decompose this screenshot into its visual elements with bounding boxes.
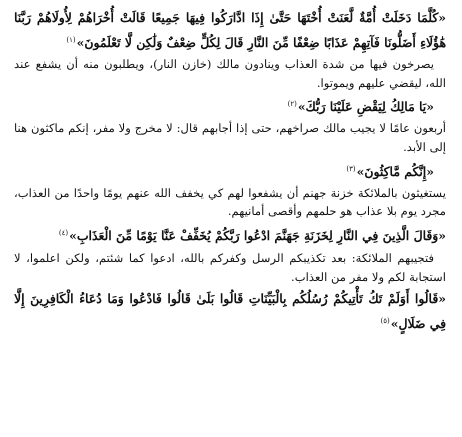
- verse-text: «قَالُوا أَوَلَمْ تَكُ تَأْتِيكُمْ رُسُلُكُم بِالْبَيِّنَاتِ قَالُوا بَلَىٰ قَالُوا فَادْعُوا وَمَا دُعَاءُ الْكَافِرِينَ إِلَّا فِي ضَلَالٍ»: [14, 291, 446, 332]
- commentary-paragraph-2: أربعون عامًا لا يجيب مالك صراخهم، حتى إذا أجابهم قال: لا مخرج ولا مفر، إنكم ماكثون هنا إلى الأبد.: [14, 121, 446, 155]
- commentary-paragraph-3: يستغيثون بالملائكة خزنة جهنم أن يشفعوا لهم كي يخفف الله عنهم يومًا واحدًا من العذاب، مجرد يوم بلا عذاب هو حلمهم وأقصى أمانيهم.: [14, 185, 446, 219]
- quran-verse-3: [14, 158, 446, 183]
- verse-text: «كُلَّمَا دَخَلَتْ أُمَّةٌ لَّعَنَتْ أُخْتَهَا حَتَّىٰ إِذَا ادَّارَكُوا فِيهَا جَمِيعًا قَالَتْ أُخْرَاهُمْ لِأُولَاهُمْ رَبَّنَا هَٰؤُلَاءِ أَضَلُّونَا فَآتِهِمْ عَذَابًا ضِعْفًا مِّنَ النَّارِ قَالَ لِكُلٍّ ضِعْفٌ وَلَٰكِن لَّا تَعْلَمُونَ»: [14, 10, 446, 51]
- quran-verse-4: [14, 222, 446, 247]
- quran-verse-2: [14, 93, 446, 118]
- book-page: [14, 6, 446, 431]
- footnote-marker: (٤): [58, 228, 69, 237]
- footnote-marker: (١): [66, 36, 76, 44]
- quran-verse-1: [14, 6, 446, 54]
- footnote-marker: (٢): [287, 100, 297, 109]
- commentary-paragraph-1: يصرخون فيها من شدة العذاب وينادون مالك (خازن النار)، ويطلبون منه أن يشفع عند الله، ليقضي عليهم ويموتوا.: [14, 57, 446, 90]
- footnote-marker: (٥): [380, 317, 390, 326]
- footnote-marker: (٣): [346, 164, 356, 173]
- quran-verse-5: [14, 287, 446, 335]
- commentary-paragraph-4: فتجيبهم الملائكة: بعد تكذيبكم الرسل وكفركم بالله، ادعوا كما شئتم، ولكن اعلموا، لا استجابة لكم ولا مفر من العذاب.: [14, 251, 446, 284]
- verse-text: «يَا مَالِكُ لِيَقْضِ عَلَيْنَا رَبُّكَ»: [297, 99, 434, 115]
- verse-text: «إِنَّكُم مَّاكِثُونَ»: [356, 163, 434, 179]
- verse-text: «وَقَالَ الَّذِينَ فِي النَّارِ لِخَزَنَةِ جَهَنَّمَ ادْعُوا رَبَّكُمْ يُخَفِّفْ عَنَّا يَوْمًا مِّنَ الْعَذَابِ»: [69, 228, 446, 244]
